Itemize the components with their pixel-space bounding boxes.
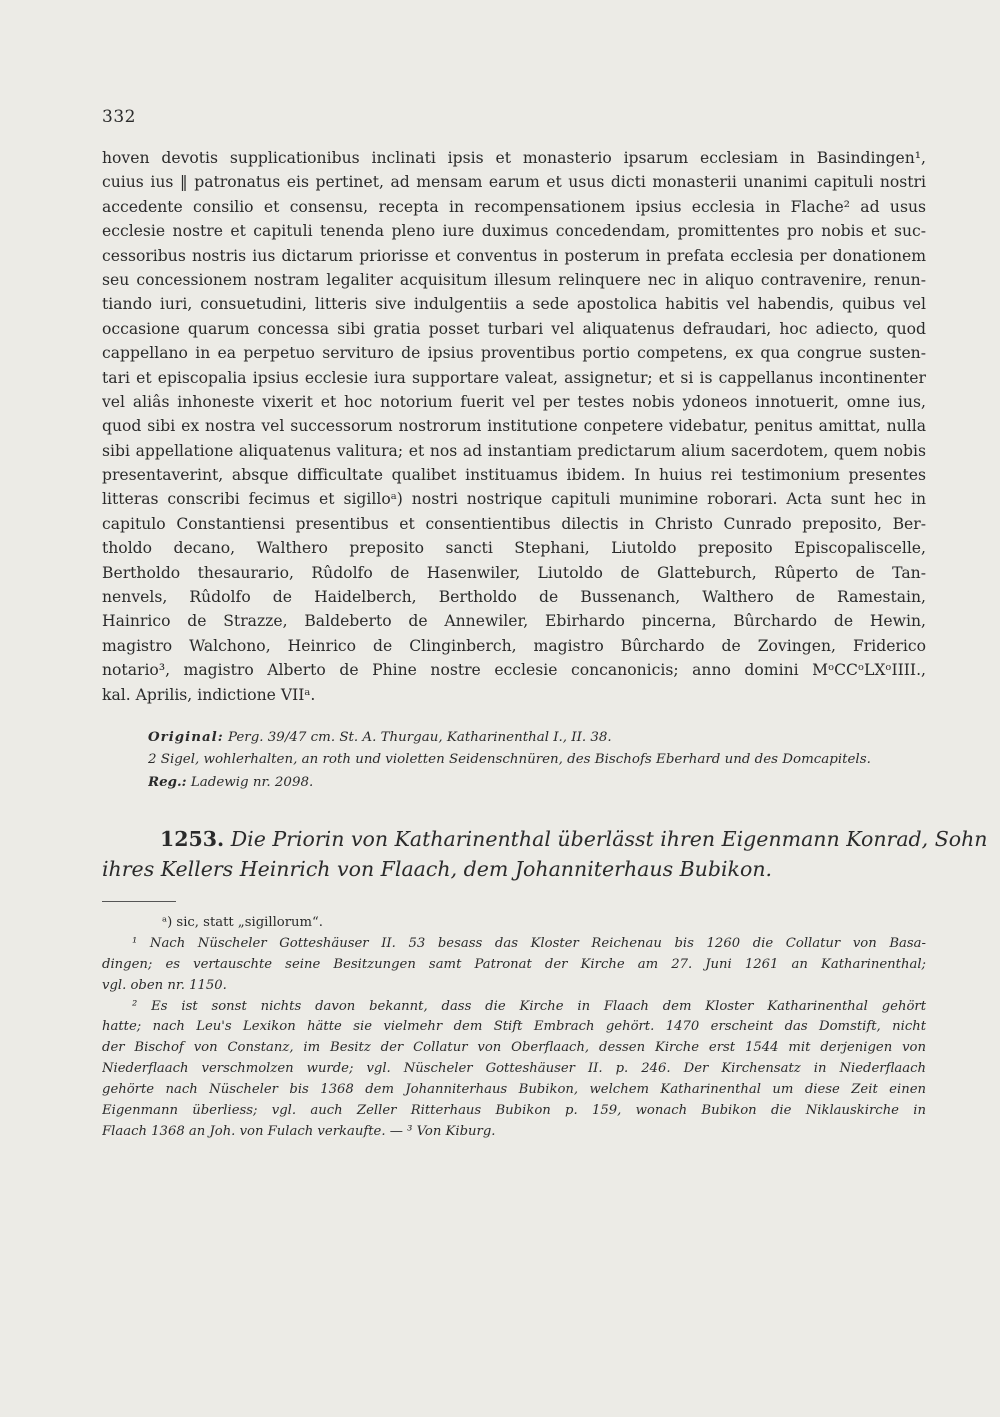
text-line: accedente consilio et consensu, recepta in recompensationem ipsius ecclesia in Flache² ad usus — [102, 197, 926, 216]
page-number: 332 — [102, 107, 136, 127]
footnotes — [102, 913, 926, 1143]
text-line: magistro Walchono, Heinrico de Clinginberch, magistro Bûrchardo de Zovingen, Friderico — [102, 636, 926, 655]
text-line: kal. Aprilis, indictione VIIᵃ. — [102, 685, 316, 704]
text-line: tiando iuri, consuetudini, litteris sive indulgentiis a sede apostolica habitis vel habendis, quibus vel — [102, 295, 926, 314]
text-line: tholdo decano, Walthero preposito sancti Stephani, Liutoldo preposito Episcopaliscelle, — [102, 539, 926, 558]
seals-note: 2 Sigel, wohlerhalten, an roth und violetten Seidenschnüren, des Bischofs Eberhard und des Domcapitels. — [148, 751, 871, 767]
source-notes — [148, 726, 928, 794]
text-line: hoven devotis supplicationibus inclinati ipsis et monasterio ipsarum ecclesiam in Basindingen¹, — [102, 149, 926, 167]
text-line: cuius ius ‖ patronatus eis pertinet, ad mensam earum et usus dicti monasterii unanimi capituli nostri — [102, 173, 926, 192]
text-line: vel aliâs inhoneste vixerit et hoc notorium fuerit vel per testes nobis ydoneos innotuerit, omne ius, — [102, 392, 926, 411]
original-note — [148, 726, 928, 749]
text-line: Hainrico de Strazze, Baldeberto de Annewiler, Ebirhardo pincerna, Bûrchardo de Hewin, — [102, 612, 926, 631]
footnote-2-line: Niederflaach verschmolzen wurde; vgl. Nüscheler Gotteshäuser II. p. 246. Der Kirchensatz in Niederflaach — [102, 1061, 926, 1077]
text-line: cappellano in ea perpetuo servituro de ipsius proventibus portio competens, ex qua congrue susten- — [102, 344, 926, 363]
text-line: tari et episcopalia ipsius ecclesie iura supportare valeat, assignetur; et si is cappellanus incontinenter — [102, 368, 926, 387]
entry-title-line-2: ihres Kellers Heinrich von Flaach, dem Johanniterhaus Bubikon. — [102, 857, 773, 881]
entry-title-1: Die Priorin von Katharinenthal überlässt ihren Eigenmann Konrad, Sohn — [230, 827, 988, 851]
text-line: notario³, magistro Alberto de Phine nostre ecclesie concanonicis; anno domini MᵒCCᵒLXᵒIIII., — [102, 661, 926, 680]
text-line: presentaverint, absque difficultate qualibet instituamus ibidem. In huius rei testimonium presentes — [102, 466, 926, 485]
footnote-2-line: der Bischof von Constanz, im Besitz der Collatur von Oberflaach, dessen Kirche erst 1544 mit derjenigen von — [102, 1040, 926, 1056]
entry-title-line-1 — [102, 824, 988, 854]
original-text: Perg. 39/47 cm. St. A. Thurgau, Katharinenthal I., II. 38. — [227, 730, 612, 745]
text-line: Bertholdo thesaurario, Rûdolfo de Hasenwiler, Liutoldo de Glatteburch, Rûperto de Tan- — [102, 563, 926, 582]
footnote-2-line: gehörte nach Nüscheler bis 1368 dem Johanniterhaus Bubikon, welchem Katharinenthal um diese Zeit einen — [102, 1082, 926, 1098]
text-line: cessoribus nostris ius dictarum priorisse et conventus in posterum in prefata ecclesia per donationem — [102, 246, 926, 265]
original-label: Original: — [148, 729, 224, 745]
footnote-a: ᵃ) sic, statt „sigillorum“. — [162, 915, 323, 930]
reg-label: Reg.: — [148, 774, 187, 790]
footnote-1-line: ¹ Nach Nüscheler Gotteshäuser II. 53 besass das Kloster Reichenau bis 1260 die Collatur von Basa- — [132, 935, 926, 951]
text-line: occasione quarum concessa sibi gratia posset turbari vel aliquatenus defraudari, hoc adiecto, quod — [102, 319, 926, 338]
footnote-2-line: Flaach 1368 an Joh. von Fulach verkaufte. — ³ Von Kiburg. — [102, 1123, 496, 1139]
text-line: nenvels, Rûdolfo de Haidelberch, Bertholdo de Bussenanch, Walthero de Ramestain, — [102, 588, 926, 607]
charter-text — [102, 146, 926, 707]
text-line: sibi appellatione aliquatenus valitura; et nos ad instantiam predictarum alium sacerdotem, quem nobis — [102, 441, 926, 460]
footnote-divider — [102, 901, 176, 902]
entry-number: 1253. — [160, 827, 225, 851]
footnote-1-line: dingen; es vertauschte seine Besitzungen samt Patronat der Kirche am 27. Juni 1261 an Katharinenthal; — [102, 956, 926, 972]
text-line: quod sibi ex nostra vel successorum nostrorum institutione conpetere videbatur, penitus amittat, nulla — [102, 417, 926, 436]
text-line: litteras conscribi fecimus et sigilloᵃ) nostri nostrique capituli munimine roborari. Acta sunt hec in — [102, 490, 926, 509]
footnote-2-line: hatte; nach Leu's Lexikon hätte sie vielmehr dem Stift Embrach gehört. 1470 erscheint das Domstift, nicht — [102, 1019, 926, 1035]
footnote-2-line: ² Es ist sonst nichts davon bekannt, dass die Kirche in Flaach dem Kloster Katharinenthal gehört — [132, 998, 926, 1014]
footnote-2-line: Eigenmann überliess; vgl. auch Zeller Ritterhaus Bubikon p. 159, wonach Bubikon die Niklauskirche in — [102, 1103, 926, 1119]
reg-text: Ladewig nr. 2098. — [190, 775, 314, 790]
text-line: ecclesie nostre et capituli tenenda pleno iure duximus concedendam, promittentes pro nobis et suc- — [102, 222, 926, 241]
reg-note — [148, 771, 928, 794]
entry-heading — [102, 824, 988, 884]
text-line: seu concessionem nostram legaliter acquisitum illesum relinquere nec in aliquo contravenire, renun- — [102, 270, 926, 289]
text-line: capitulo Constantiensi presentibus et consentientibus dilectis in Christo Cunrado preposito, Ber- — [102, 514, 926, 533]
footnote-1-line: vgl. oben nr. 1150. — [102, 977, 227, 993]
